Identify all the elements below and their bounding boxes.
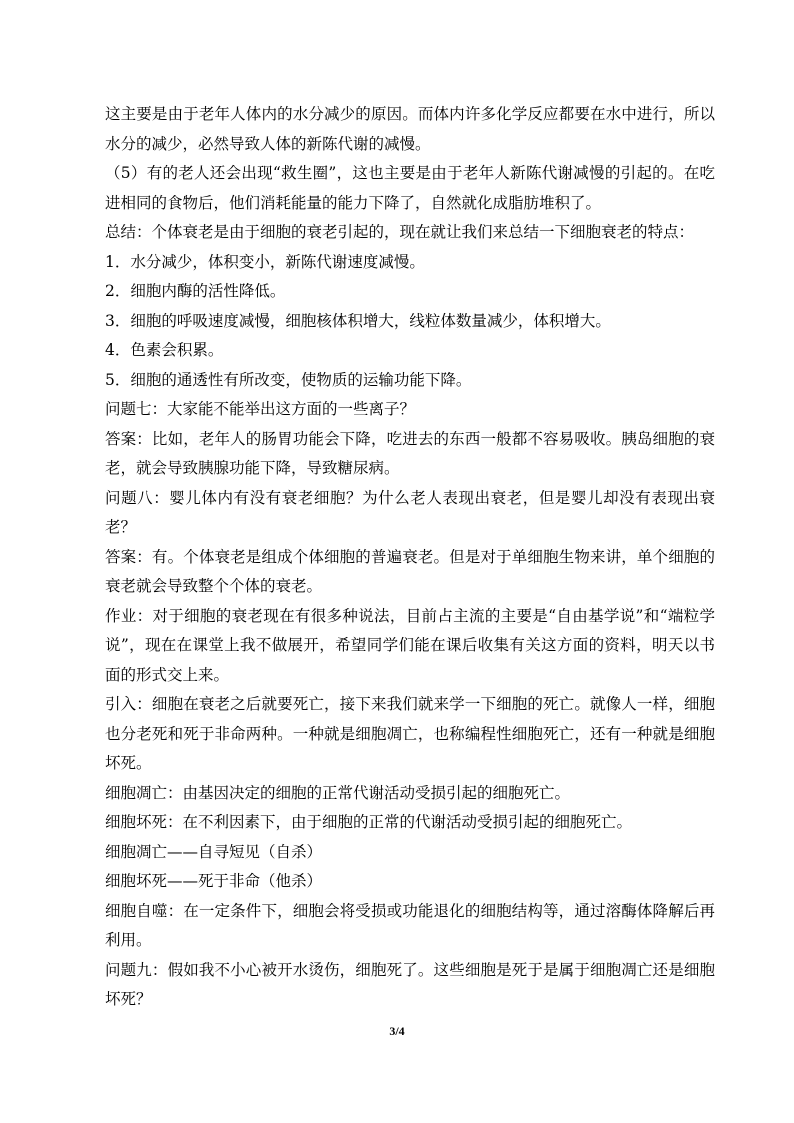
question: 问题九：假如我不小心被开水烫伤，细胞死了。这些细胞是死于是属于细胞凋亡还是细胞坏死？ (105, 960, 715, 1008)
definition: 细胞自噬：在一定条件下，细胞会将受损或功能退化的细胞结构等，通过溶酶体降解后再利用。 (105, 901, 715, 949)
paragraph: （5）有的老人还会出现“救生圈”，这也主要是由于老年人新陈代谢减慢的引起的。在吃进相同的食物后，他们消耗能量的能力下降了，自然就化成脂肪堆积了。 (105, 164, 715, 212)
paragraph: 引入：细胞在衰老之后就要死亡，接下来我们就来学一下细胞的死亡。就像人一样，细胞也分老死和死于非命两种。一种就是细胞凋亡，也称编程性细胞死亡，还有一种就是细胞坏死。 (105, 695, 715, 772)
paragraph: 细胞凋亡——自寻短见（自杀） (105, 842, 323, 861)
homework: 作业：对于细胞的衰老现在有很多种说法，目前占主流的主要是“自由基学说”和“端粒学说”，现在在课堂上我不做展开，希望同学们能在课后收集有关这方面的资料，明天以书面的形式交上来。 (105, 606, 715, 684)
list-item: 3．细胞的呼吸速度减慢，细胞核体积增大，线粒体数量减少，体积增大。 (105, 311, 611, 330)
answer: 答案：比如，老年人的肠胃功能会下降，吃进去的东西一般都不容易吸收。胰岛细胞的衰老，就会导致胰腺功能下降，导致糖尿病。 (105, 429, 715, 477)
list-item: 5．细胞的通透性有所改变，使物质的运输功能下降。 (105, 370, 472, 389)
question: 问题七：大家能不能举出这方面的一些离子？ (105, 400, 416, 418)
document-body (105, 100, 715, 1015)
paragraph: 细胞坏死——死于非命（他杀） (105, 872, 323, 890)
definition: 细胞凋亡：由基因决定的细胞的正常代谢活动受损引起的细胞死亡。 (105, 783, 571, 802)
paragraph: 这主要是由于老年人体内的水分减少的原因。而体内许多化学反应都要在水中进行，所以水分的减少，必然导致人体的新陈代谢的减慢。 (105, 105, 715, 153)
definition: 细胞坏死：在不利因素下，由于细胞的正常的代谢活动受损引起的细胞死亡。 (105, 813, 633, 831)
page-number: 3/4 (389, 1024, 405, 1038)
answer: 答案：有。个体衰老是组成个体细胞的普遍衰老。但是对于单细胞生物来讲，单个细胞的衰老就会导致整个个体的衰老。 (105, 547, 715, 595)
question: 问题八：婴儿体内有没有衰老细胞？为什么老人表现出衰老，但是婴儿却没有表现出衰老？ (105, 488, 715, 536)
list-item: 2．细胞内酶的活性降低。 (105, 282, 286, 300)
list-item: 1．水分减少，体积变小，新陈代谢速度减慢。 (105, 252, 425, 271)
paragraph: 总结：个体衰老是由于细胞的衰老引起的，现在就让我们来总结一下细胞衰老的特点： (105, 223, 695, 241)
list-item: 4．色素会积累。 (105, 341, 224, 359)
